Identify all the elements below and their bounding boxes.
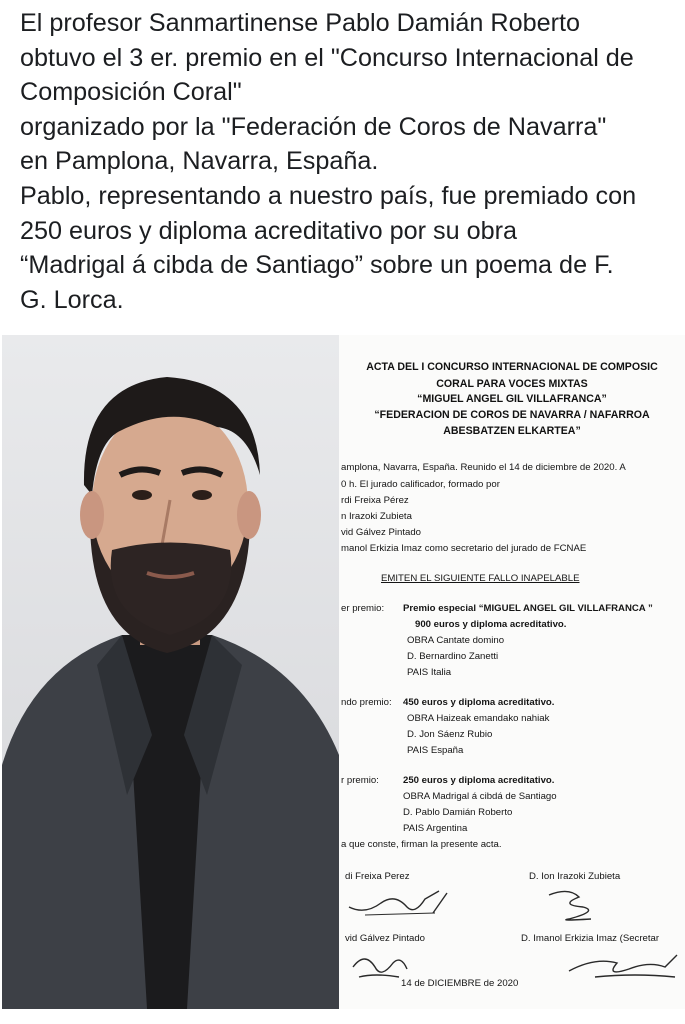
- post-text-line: obtuvo el 3 er. premio en el "Concurso Internacional de: [20, 43, 634, 72]
- intro-line: n Irazoki Zubieta: [341, 511, 412, 522]
- prize-line: OBRA Madrigal á cibdá de Santiago: [403, 791, 557, 802]
- prize-line: PAIS España: [407, 745, 464, 756]
- post-text-line: Composición Coral": [20, 78, 242, 107]
- document-heading: ACTA DEL I CONCURSO INTERNACIONAL DE COMPOSIC: [366, 361, 658, 373]
- closing-line: a que conste, firman la presente acta.: [341, 839, 502, 850]
- prize-line: 450 euros y diploma acreditativo.: [403, 697, 555, 708]
- post-text-line: organizado por la "Federación de Coros de Navarra": [20, 112, 607, 141]
- signature-icon: [539, 885, 609, 925]
- document-heading: ABESBATZEN ELKARTEA”: [443, 425, 581, 437]
- signatory-name: di Freixa Perez: [345, 871, 410, 882]
- signature-icon: [345, 885, 455, 925]
- prize-line: 900 euros y diploma acreditativo.: [415, 619, 567, 630]
- signatory-name: vid Gálvez Pintado: [345, 933, 425, 944]
- document-heading: “MIGUEL ANGEL GIL VILLAFRANCA”: [417, 393, 607, 405]
- document-heading: CORAL PARA VOCES MIXTAS: [436, 378, 588, 390]
- prize-line: D. Pablo Damián Roberto: [403, 807, 513, 818]
- post-text-line: en Pamplona, Navarra, España.: [20, 147, 379, 176]
- prize-line: OBRA Cantate domino: [407, 635, 505, 646]
- verdict-title: EMITEN EL SIGUIENTE FALLO INAPELABLE: [381, 573, 580, 584]
- intro-line: amplona, Navarra, España. Reunido el 14 de diciembre de 2020. A: [341, 462, 626, 473]
- post-text-line: Pablo, representando a nuestro país, fue premiado con: [20, 181, 637, 210]
- document-heading: “FEDERACION DE COROS DE NAVARRA / NAFARROA: [374, 409, 650, 421]
- prize-line: OBRA Haizeak emandako nahiak: [407, 713, 550, 724]
- signatory-name: D. Imanol Erkizia Imaz (Secretar: [521, 933, 660, 944]
- prize-label: ndo premio:: [341, 697, 392, 708]
- post-text-line: “Madrigal á cibda de Santiago” sobre un poema de F.: [20, 251, 614, 280]
- prize-label: r premio:: [341, 775, 379, 786]
- signatory-name: D. Ion Irazoki Zubieta: [529, 871, 621, 882]
- document-date: 14 de DICIEMBRE de 2020: [401, 978, 519, 989]
- post-text-line: El profesor Sanmartinense Pablo Damián Roberto: [20, 9, 581, 37]
- prize-line: PAIS Italia: [407, 667, 452, 678]
- competition-record-document[interactable]: [339, 335, 685, 1009]
- portrait-photo[interactable]: [2, 335, 339, 1009]
- portrait-illustration: [2, 335, 339, 1009]
- intro-line: manol Erkizia Imaz como secretario del jurado de FCNAE: [341, 543, 587, 554]
- prize-line: PAIS Argentina: [403, 823, 468, 834]
- post-text: [20, 6, 680, 317]
- prize-label: er premio:: [341, 603, 385, 614]
- prize-line: 250 euros y diploma acreditativo.: [403, 775, 555, 786]
- intro-line: 0 h. El jurado calificador, formado por: [341, 479, 500, 490]
- intro-line: vid Gálvez Pintado: [341, 527, 421, 538]
- signature-icon: [565, 947, 683, 987]
- post-text-line: 250 euros y diploma acreditativo por su obra: [20, 216, 518, 245]
- post-text-line: G. Lorca.: [20, 285, 124, 314]
- prize-line: D. Jon Sáenz Rubio: [407, 729, 493, 740]
- prize-line: Premio especial “MIGUEL ANGEL GIL VILLAFRANCA ”: [403, 603, 653, 614]
- prize-line: D. Bernardino Zanetti: [407, 651, 499, 662]
- intro-line: rdi Freixa Pérez: [341, 495, 409, 506]
